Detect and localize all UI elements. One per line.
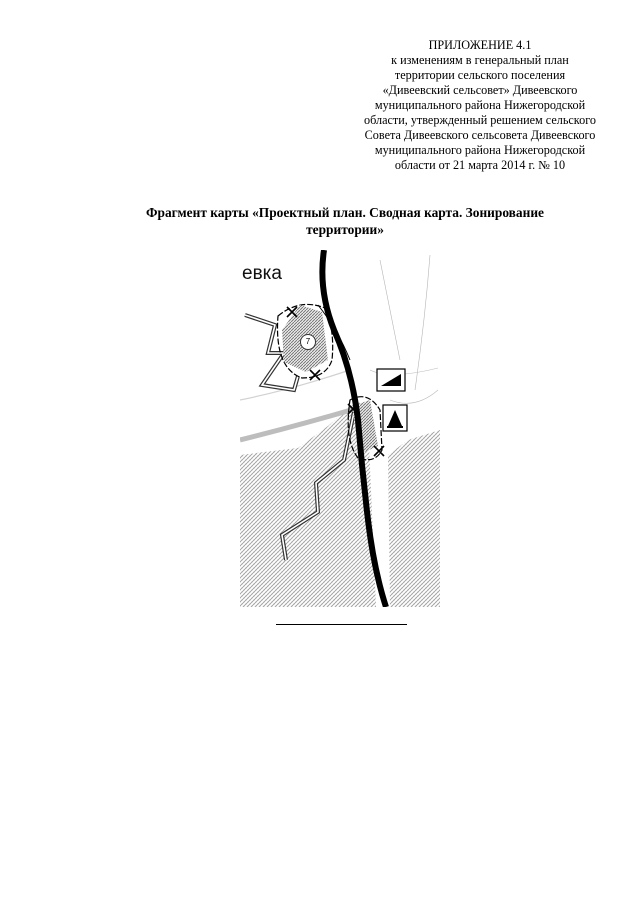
appendix-line: ПРИЛОЖЕНИЕ 4.1 — [428, 38, 532, 52]
appendix-line: территории сельского поселения — [394, 68, 566, 82]
forest-zone-right — [388, 430, 440, 607]
appendix-line: муниципального района Нижегородской — [374, 98, 586, 112]
title-line: Фрагмент карты «Проектный план. Сводная карта. Зонирование — [146, 205, 544, 220]
appendix-line: «Дивеевский сельсовет» Дивеевского — [382, 83, 578, 97]
title-line: территории» — [306, 222, 384, 237]
appendix-line: области, утвержденный решением сельского — [364, 113, 596, 127]
cone-monument-icon — [383, 405, 407, 431]
forest-zone-left — [240, 400, 376, 607]
document-title — [95, 204, 595, 238]
map-drawing — [240, 250, 440, 607]
appendix-line: к изменениям в генеральный план — [391, 53, 569, 67]
settlement-label: евка — [242, 263, 282, 284]
appendix-header — [340, 38, 620, 173]
appendix-line: муниципального района Нижегородской — [374, 143, 586, 157]
divider-line — [276, 624, 407, 625]
zone-number-badge: 7 — [300, 334, 316, 350]
appendix-line: области от 21 марта 2014 г. № 10 — [394, 158, 566, 172]
map-fragment — [240, 250, 440, 607]
appendix-line: Совета Дивеевского сельсовета Дивеевского — [364, 128, 596, 142]
ramp-sign-icon — [377, 369, 405, 391]
